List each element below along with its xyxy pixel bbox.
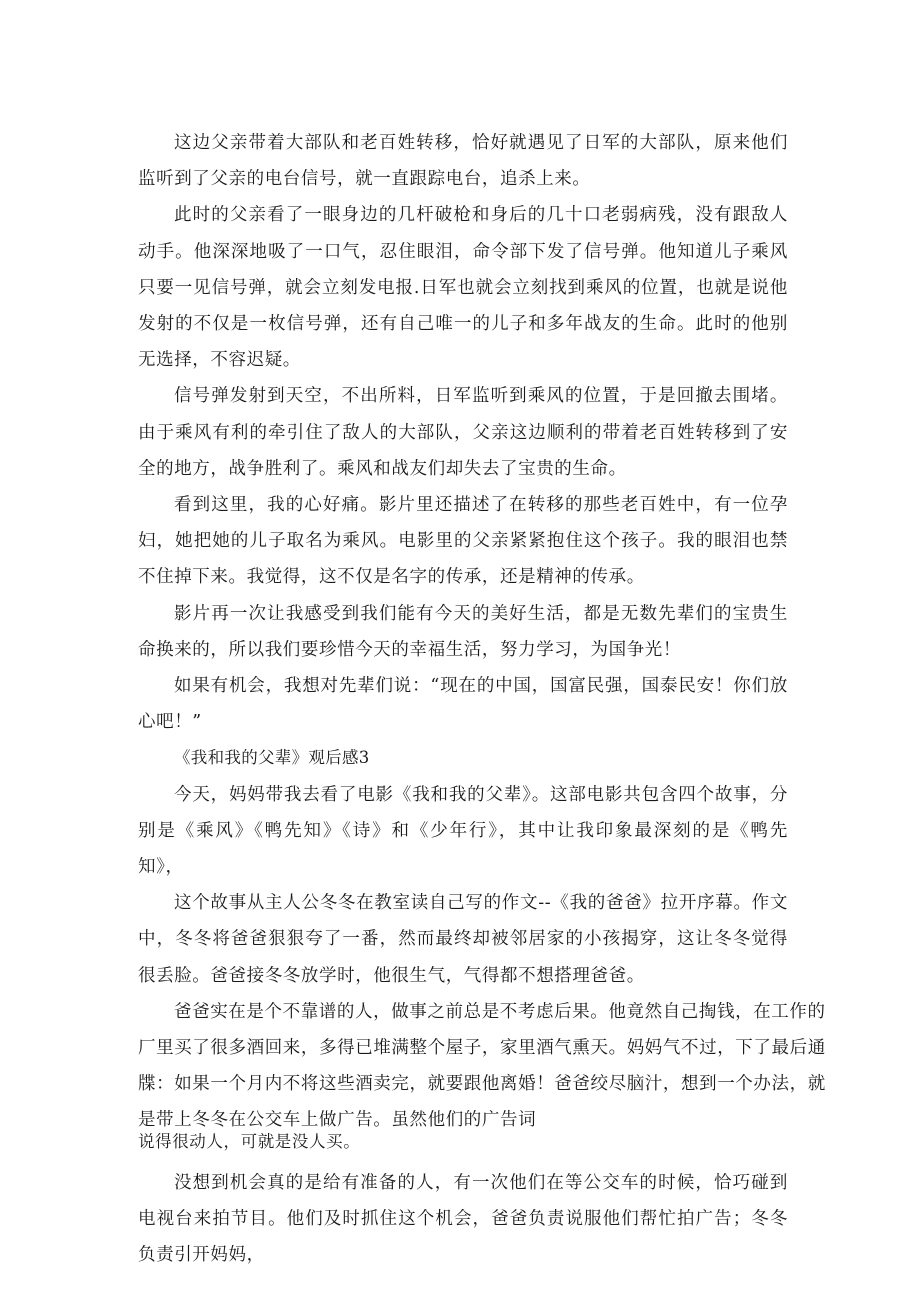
paragraph: 看到这里，我的心好痛。影片里还描述了在转移的那些老百姓中，有一位孕妇，她把她的儿子取名为乘风。电影里的父亲紧紧抱住这个孩子。我的眼泪也禁不住掉下来。我觉得，这不仅是名字的传承，还是精神的传承。 — [138, 495, 788, 588]
paragraph-line: 说得很动人，可就是没人买。 — [138, 1131, 361, 1151]
document-body — [138, 125, 826, 1273]
paragraph-line: 厂里买了很多酒回来，多得已堆满整个屋子，家里酒气熏天。妈妈气不过，下了最后通 — [138, 1038, 826, 1059]
paragraph-line: 是带上冬冬在公交车上做广告。虽然他们的广告词 — [138, 1110, 537, 1131]
paragraph: 没想到机会真的是给有准备的人，有一次他们在等公交车的时候，恰巧碰到电视台来拍节目。他们及时抓住这个机会，爸爸负责说服他们帮忙拍广告；冬冬负责引开妈妈， — [138, 1172, 788, 1266]
paragraph: 如果有机会，我想对先辈们说：“现在的中国，国富民强，国泰民安！你们放心吧！” — [138, 676, 788, 733]
paragraph: 此时的父亲看了一眼身边的几杆破枪和身后的几十口老弱病残，没有跟敌人动手。他深深地吸了一口气，忍住眼泪，命令部下发了信号弹。他知道儿子乘风只要一见信号弹，就会立刻发电报.日军也就会立刻找到乘风的位置，也就是说他发射的不仅是一枚信号弹，还有自己唯一的儿子和多年战友的生命。此时的他别无选择，不容迟疑。 — [138, 205, 788, 371]
paragraph: 信号弹发射到天空，不出所料，日军监听到乘风的位置，于是回撤去围堵。由于乘风有利的牵引住了敌人的大部队，父亲这边顺利的带着老百姓转移到了安全的地方，战争胜利了。乘风和战友们却失去了宝贵的生命。 — [138, 386, 788, 479]
section-heading: 《我和我的父辈》观后感3 — [174, 748, 370, 768]
paragraph: 今天，妈妈带我去看了电影《我和我的父辈》。这部电影共包含四个故事，分别是《乘风》《鸭先知》《诗》和《少年行》，其中让我印象最深刻的是《鸭先知》， — [138, 784, 788, 878]
paragraph: 影片再一次让我感受到我们能有今天的美好生活，都是无数先辈们的宝贵生命换来的，所以我们要珍惜今天的幸福生活，努力学习，为国争光！ — [138, 603, 788, 660]
paragraph: 这边父亲带着大部队和老百姓转移，恰好就遇见了日军的大部队，原来他们监听到了父亲的电台信号，就一直跟踪电台，追杀上来。 — [138, 133, 788, 190]
paragraph: 这个故事从主人公冬冬在教室读自己写的作文--《我的爸爸》拉开序幕。作文中，冬冬将爸爸狠狠夸了一番，然而最终却被邻居家的小孩揭穿，这让冬冬觉得很丢脸。爸爸接冬冬放学时，他很生气，气得都不想搭理爸爸。 — [138, 893, 788, 986]
paragraph-line: 牒：如果一个月内不将这些酒卖完，就要跟他离婚！爸爸绞尽脑汁，想到一个办法，就 — [138, 1074, 826, 1095]
paragraph-line: 爸爸实在是个不靠谱的人，做事之前总是不考虑后果。他竟然自己掏钱，在工作的 — [174, 1001, 826, 1022]
paragraph-split — [138, 994, 826, 1151]
